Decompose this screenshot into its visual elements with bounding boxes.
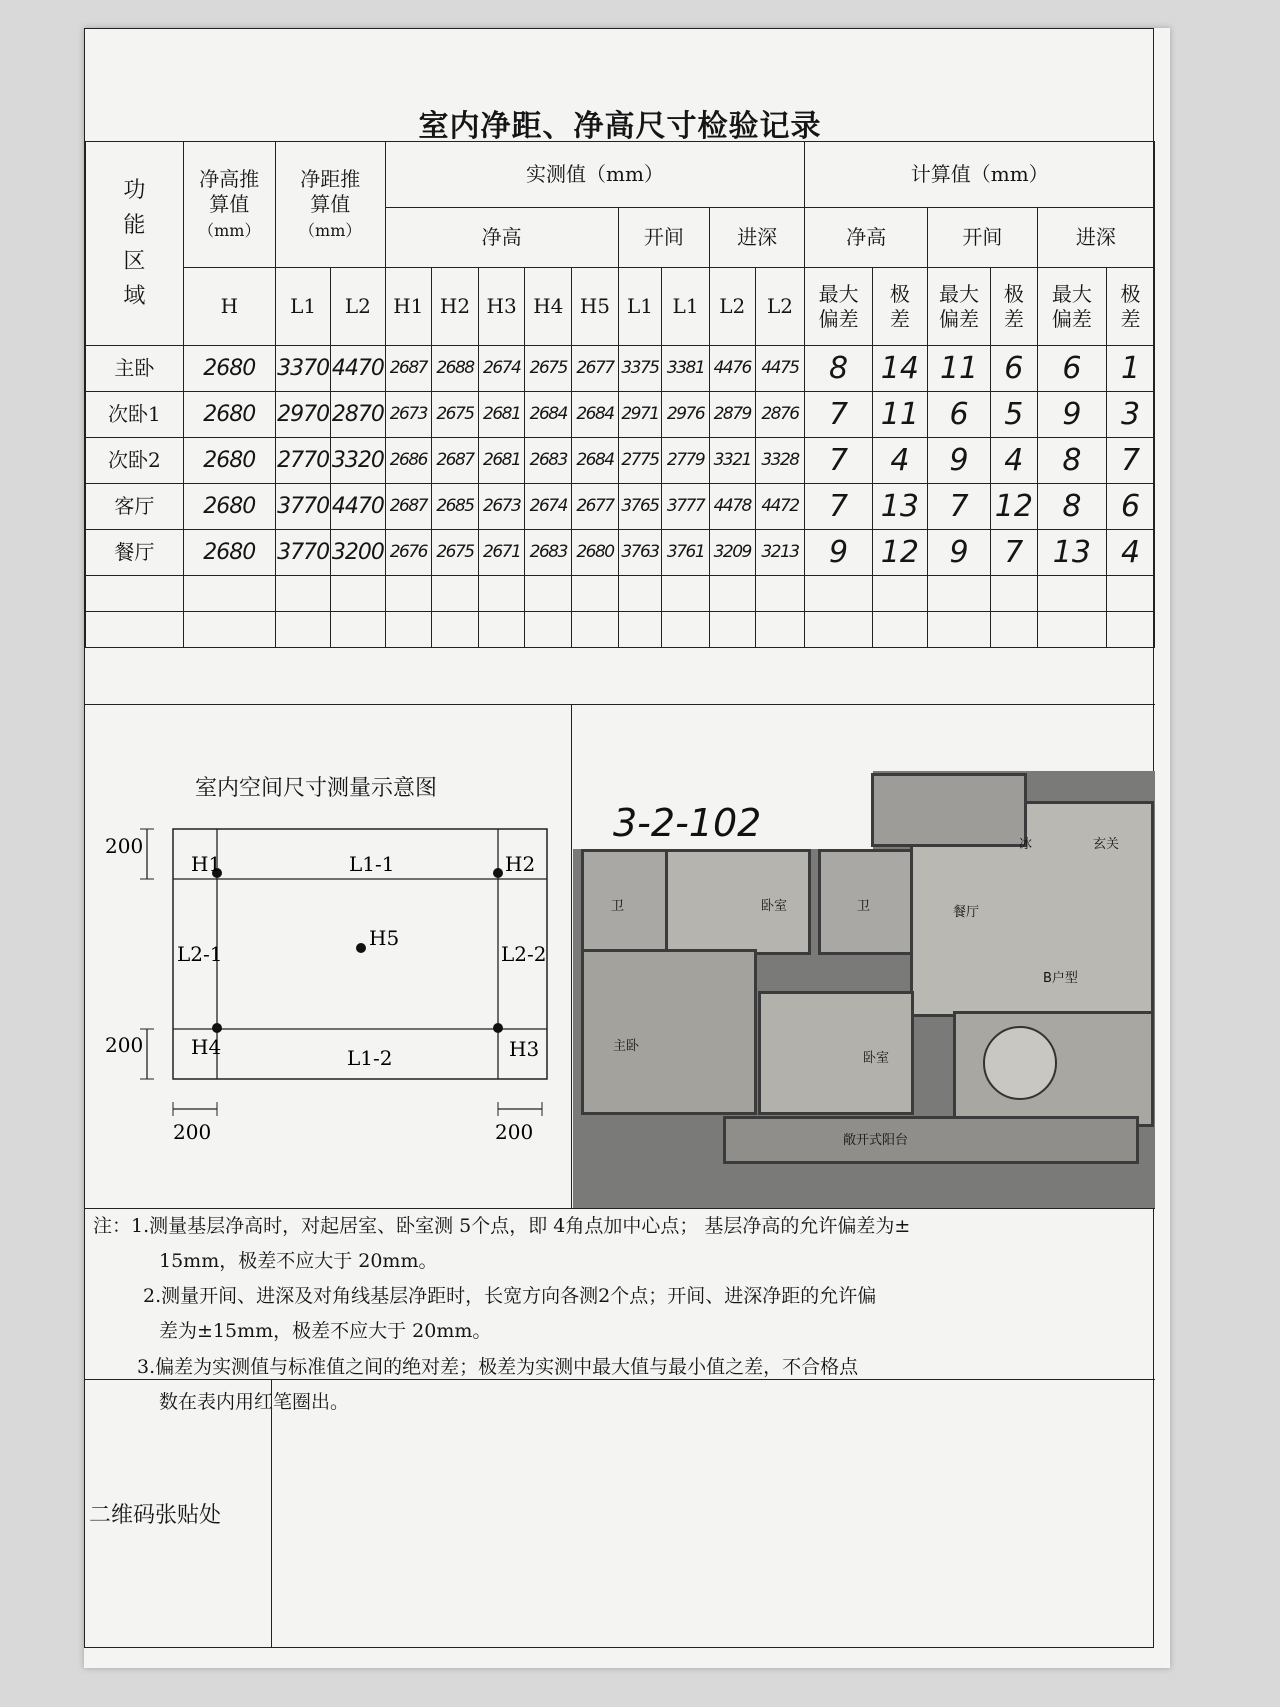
- empty-cell: [805, 612, 872, 648]
- cell-mL2b: 2876: [755, 392, 805, 438]
- cell-dMax: 6: [1037, 346, 1106, 392]
- label-h2: H2: [505, 852, 536, 876]
- plan-label-woshi: 卧室: [761, 899, 788, 914]
- cell-H3: 2681: [478, 392, 525, 438]
- empty-cell: [618, 576, 661, 612]
- cell-H4: 2675: [525, 346, 572, 392]
- header-b-range: [991, 268, 1038, 346]
- cell-H3: 2671: [478, 530, 525, 576]
- table-row: [86, 346, 1155, 392]
- header-mL1a: L1: [618, 268, 661, 346]
- header-measured-depth: 进深: [709, 208, 805, 268]
- cell-bMax: 9: [928, 438, 991, 484]
- cell-mL2b: 3328: [755, 438, 805, 484]
- plan-label-wei-2: 卫: [857, 899, 871, 914]
- empty-cell: [872, 612, 927, 648]
- header-mL2a: L2: [709, 268, 755, 346]
- cell-H4: 2683: [525, 438, 572, 484]
- cell-H4: 2684: [525, 392, 572, 438]
- header-measured-bay: 开间: [618, 208, 709, 268]
- empty-cell: [991, 612, 1038, 648]
- cell-hMax: 7: [805, 392, 872, 438]
- table-row: [86, 484, 1155, 530]
- label-h3: H3: [509, 1037, 540, 1061]
- cell-bRange: 5: [991, 392, 1038, 438]
- plan-label-woshi-2: 卧室: [863, 1051, 890, 1066]
- header-d-maxdev-label: 最大偏差: [1051, 281, 1092, 331]
- cell-bMax: 9: [928, 530, 991, 576]
- header-h-maxdev: [805, 268, 872, 346]
- cell-hRange: 4: [872, 438, 927, 484]
- header-H3: H3: [478, 268, 525, 346]
- empty-cell: [525, 576, 572, 612]
- empty-cell: [755, 576, 805, 612]
- cell-H1: 2687: [385, 484, 432, 530]
- table-row: [86, 392, 1155, 438]
- empty-row: [86, 576, 1155, 612]
- header-L2: L2: [331, 268, 385, 346]
- cell-bRange: 12: [991, 484, 1038, 530]
- plan-label-huxing: B户型: [1043, 971, 1078, 986]
- empty-cell: [1037, 612, 1106, 648]
- cell-mL1a: 3763: [618, 530, 661, 576]
- empty-cell: [331, 576, 385, 612]
- cell-H3: 2681: [478, 438, 525, 484]
- cell-dRange: 7: [1107, 438, 1155, 484]
- empty-cell: [478, 576, 525, 612]
- label-l2-1: L2-1: [177, 942, 223, 966]
- measurement-diagram: [85, 705, 571, 1208]
- cell-mL1b: 2779: [662, 438, 710, 484]
- cell-H5: 2680: [572, 530, 619, 576]
- header-est-height-label: 净高推算值: [199, 167, 260, 216]
- label-l1-2: L1-2: [347, 1046, 393, 1070]
- header-d-maxdev: [1037, 268, 1106, 346]
- diagram-title: 室内空间尺寸测量示意图: [195, 776, 438, 801]
- header-d-range-label: 极差: [1120, 281, 1141, 331]
- cell-mL1a: 3765: [618, 484, 661, 530]
- cell-mL2b: 4475: [755, 346, 805, 392]
- point-h5: [356, 943, 366, 953]
- cell-H4: 2674: [525, 484, 572, 530]
- empty-cell: [1037, 576, 1106, 612]
- dim-top-label: 200: [105, 834, 144, 858]
- cell-H5: 2677: [572, 346, 619, 392]
- empty-cell: [478, 612, 525, 648]
- point-h3: [493, 1023, 503, 1033]
- empty-cell: [709, 576, 755, 612]
- header-calc-depth: 进深: [1037, 208, 1154, 268]
- header-mL1b: L1: [662, 268, 710, 346]
- qr-code-label: 二维码张贴处: [89, 1503, 222, 1528]
- header-b-maxdev: [928, 268, 991, 346]
- note-1b: 15mm，极差不应大于 20mm。: [159, 1250, 438, 1273]
- empty-cell: [805, 576, 872, 612]
- cell-H2: 2675: [432, 392, 479, 438]
- plan-label-bing: 冰: [1019, 837, 1033, 852]
- empty-cell: [1107, 576, 1155, 612]
- plan-label-wei-1: 卫: [611, 899, 625, 914]
- header-H4: H4: [525, 268, 572, 346]
- cell-H: 2680: [183, 438, 275, 484]
- cell-bMax: 11: [928, 346, 991, 392]
- cell-hRange: 11: [872, 392, 927, 438]
- row-area: 次卧2: [86, 438, 184, 484]
- plan-bedroom-top: [665, 849, 811, 955]
- empty-cell: [928, 576, 991, 612]
- cell-dMax: 9: [1037, 392, 1106, 438]
- cell-hMax: 7: [805, 484, 872, 530]
- cell-hRange: 14: [872, 346, 927, 392]
- cell-dMax: 8: [1037, 438, 1106, 484]
- floor-plan-image: [573, 771, 1155, 1208]
- cell-L2: 4470: [331, 484, 385, 530]
- cell-H5: 2684: [572, 438, 619, 484]
- header-b-range-label: 极差: [1003, 281, 1024, 331]
- label-l1-1: L1-1: [349, 852, 395, 876]
- header-calc-height: 净高: [805, 208, 928, 268]
- empty-cell: [572, 612, 619, 648]
- cell-dRange: 1: [1107, 346, 1155, 392]
- empty-cell: [872, 576, 927, 612]
- record-rows: [86, 346, 1155, 648]
- empty-cell: [662, 576, 710, 612]
- empty-cell: [275, 612, 330, 648]
- empty-cell: [432, 612, 479, 648]
- cell-dRange: 3: [1107, 392, 1155, 438]
- header-calc-bay: 开间: [928, 208, 1038, 268]
- cell-mL2a: 2879: [709, 392, 755, 438]
- empty-cell: [86, 612, 184, 648]
- empty-cell: [572, 576, 619, 612]
- point-h2: [493, 868, 503, 878]
- empty-cell: [331, 612, 385, 648]
- cell-hRange: 12: [872, 530, 927, 576]
- cell-H1: 2686: [385, 438, 432, 484]
- empty-cell: [432, 576, 479, 612]
- label-l2-2: L2-2: [501, 942, 547, 966]
- cell-mL2a: 4478: [709, 484, 755, 530]
- header-H1: H1: [385, 268, 432, 346]
- cell-mL1a: 2971: [618, 392, 661, 438]
- empty-cell: [275, 576, 330, 612]
- empty-cell: [86, 576, 184, 612]
- plan-bedroom-2: [758, 991, 914, 1115]
- cell-L2: 2870: [331, 392, 385, 438]
- record-table: [85, 141, 1155, 648]
- cell-mL2a: 3321: [709, 438, 755, 484]
- sheet-frame: [84, 28, 1154, 1648]
- table-row: [86, 438, 1155, 484]
- header-h-maxdev-label: 最大偏差: [818, 281, 859, 331]
- cell-L2: 3200: [331, 530, 385, 576]
- cell-mL2a: 3209: [709, 530, 755, 576]
- cell-mL1b: 3777: [662, 484, 710, 530]
- header-area: [86, 142, 184, 346]
- row-area: 餐厅: [86, 530, 184, 576]
- header-H2: H2: [432, 268, 479, 346]
- unit-number-note: 3-2-102: [613, 801, 762, 845]
- plan-master-bedroom: [581, 949, 757, 1115]
- cell-H: 2680: [183, 484, 275, 530]
- header-est-height: [183, 142, 275, 268]
- header-b-maxdev-label: 最大偏差: [939, 281, 980, 331]
- note-3a: 3.偏差为实测值与标准值之间的绝对差；极差为实测中最大值与最小值之差，不合格点: [137, 1355, 859, 1378]
- cell-H2: 2688: [432, 346, 479, 392]
- cell-H: 2680: [183, 530, 275, 576]
- cell-bMax: 7: [928, 484, 991, 530]
- plan-label-zhuwo: 主卧: [613, 1039, 640, 1054]
- plan-label-yangtai: 敞开式阳台: [843, 1133, 909, 1148]
- cell-L1: 2970: [275, 392, 330, 438]
- header-est-dist: [275, 142, 385, 268]
- label-h4: H4: [191, 1035, 222, 1059]
- empty-cell: [183, 576, 275, 612]
- cell-mL2a: 4476: [709, 346, 755, 392]
- cell-H2: 2685: [432, 484, 479, 530]
- note-3b: 数在表内用红笔圈出。: [159, 1390, 350, 1413]
- empty-cell: [618, 612, 661, 648]
- empty-cell: [1107, 612, 1155, 648]
- cell-dRange: 6: [1107, 484, 1155, 530]
- empty-cell: [183, 612, 275, 648]
- empty-cell: [928, 612, 991, 648]
- cell-hRange: 13: [872, 484, 927, 530]
- cell-H: 2680: [183, 346, 275, 392]
- cell-hMax: 7: [805, 438, 872, 484]
- qr-divider: [271, 1380, 272, 1648]
- cell-H5: 2677: [572, 484, 619, 530]
- cell-bRange: 7: [991, 530, 1038, 576]
- empty-cell: [525, 612, 572, 648]
- empty-row: [86, 612, 1155, 648]
- cell-L1: 3370: [275, 346, 330, 392]
- cell-mL1a: 3375: [618, 346, 661, 392]
- empty-cell: [991, 576, 1038, 612]
- table-row: [86, 530, 1155, 576]
- empty-cell: [385, 612, 432, 648]
- label-h5: H5: [369, 926, 400, 950]
- cell-mL1a: 2775: [618, 438, 661, 484]
- qr-code-area: [85, 1379, 1155, 1649]
- cell-mL1b: 3381: [662, 346, 710, 392]
- plan-balcony: [723, 1116, 1139, 1164]
- plan-label-canting: 餐厅: [953, 905, 980, 920]
- header-h-range: [872, 268, 927, 346]
- cell-H2: 2675: [432, 530, 479, 576]
- cell-mL1b: 2976: [662, 392, 710, 438]
- cell-bRange: 4: [991, 438, 1038, 484]
- cell-H2: 2687: [432, 438, 479, 484]
- cell-mL2b: 4472: [755, 484, 805, 530]
- plan-kitchen: [871, 773, 1027, 847]
- header-measured-height: 净高: [385, 208, 618, 268]
- cell-H4: 2683: [525, 530, 572, 576]
- cell-dMax: 8: [1037, 484, 1106, 530]
- cell-L1: 2770: [275, 438, 330, 484]
- plan-label-xuanguan: 玄关: [1093, 837, 1120, 852]
- point-h4: [212, 1023, 222, 1033]
- cell-H1: 2673: [385, 392, 432, 438]
- empty-cell: [709, 612, 755, 648]
- header-mL2b: L2: [755, 268, 805, 346]
- cell-hMax: 9: [805, 530, 872, 576]
- header-H: H: [183, 268, 275, 346]
- row-area: 次卧1: [86, 392, 184, 438]
- empty-cell: [385, 576, 432, 612]
- cell-mL2b: 3213: [755, 530, 805, 576]
- header-measured: 实测值（mm）: [385, 142, 805, 208]
- note-2a: 2.测量开间、进深及对角线基层净距时，长宽方向各测2个点；开间、进深净距的允许偏: [143, 1285, 877, 1308]
- dim-right-label: 200: [495, 1120, 534, 1144]
- cell-H: 2680: [183, 392, 275, 438]
- cell-H5: 2684: [572, 392, 619, 438]
- diagram-section: [85, 704, 1155, 1209]
- header-est-dist-label: 净距推算值: [300, 167, 361, 216]
- cell-L2: 3320: [331, 438, 385, 484]
- note-2b: 差为±15mm，极差不应大于 20mm。: [159, 1320, 492, 1343]
- row-area: 主卧: [86, 346, 184, 392]
- plan-rug: [983, 1026, 1057, 1100]
- cell-dRange: 4: [1107, 530, 1155, 576]
- cell-L2: 4470: [331, 346, 385, 392]
- cell-H3: 2674: [478, 346, 525, 392]
- row-area: 客厅: [86, 484, 184, 530]
- cell-mL1b: 3761: [662, 530, 710, 576]
- inspection-sheet: [84, 28, 1170, 1668]
- page-title: 室内净距、净高尺寸检验记录: [418, 109, 822, 144]
- cell-L1: 3770: [275, 530, 330, 576]
- cell-bRange: 6: [991, 346, 1038, 392]
- plan-bath-1: [581, 849, 671, 955]
- label-h1: H1: [191, 852, 222, 876]
- dim-bottom-label: 200: [105, 1033, 144, 1057]
- cell-hMax: 8: [805, 346, 872, 392]
- cell-H3: 2673: [478, 484, 525, 530]
- header-area-label: 功能区域: [123, 178, 146, 309]
- cell-dMax: 13: [1037, 530, 1106, 576]
- dim-left-label: 200: [173, 1120, 212, 1144]
- cell-L1: 3770: [275, 484, 330, 530]
- diagram-divider: [571, 705, 572, 1208]
- header-d-range: [1107, 268, 1155, 346]
- header-est-dist-unit: （mm）: [299, 221, 362, 240]
- header-L1: L1: [275, 268, 330, 346]
- cell-H1: 2676: [385, 530, 432, 576]
- empty-cell: [662, 612, 710, 648]
- header-calculated: 计算值（mm）: [805, 142, 1155, 208]
- header-est-height-unit: （mm）: [198, 221, 261, 240]
- header-H5: H5: [572, 268, 619, 346]
- empty-cell: [755, 612, 805, 648]
- note-1a: 注：1.测量基层净高时，对起居室、卧室测 5个点，即 4角点加中心点； 基层净高的允许偏差为±: [93, 1215, 911, 1237]
- cell-bMax: 6: [928, 392, 991, 438]
- header-h-range-label: 极差: [889, 281, 910, 331]
- cell-H1: 2687: [385, 346, 432, 392]
